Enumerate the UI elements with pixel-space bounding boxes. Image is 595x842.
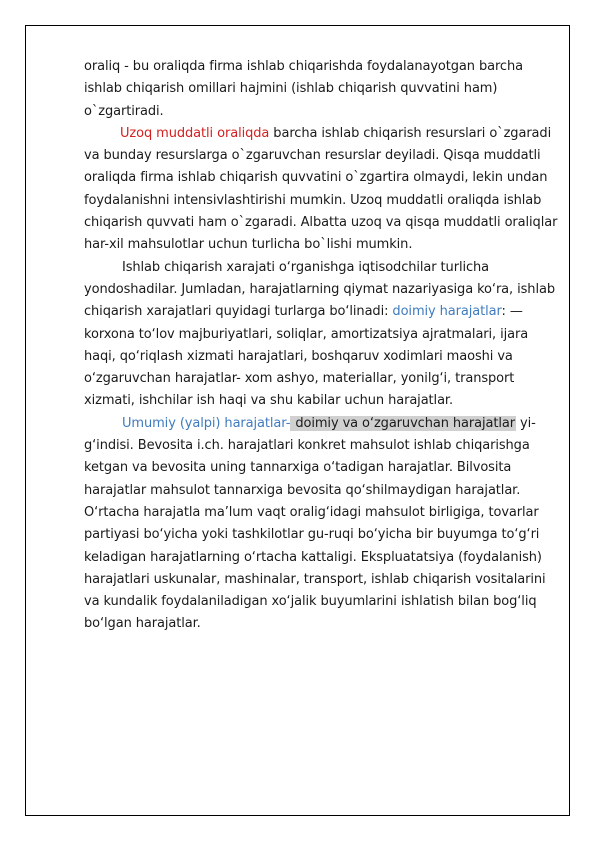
paragraph-2-text: barcha ishlab chiqarish resurslari o`zgaradi va bunday resurslarga o`zgaruvchan resurslar deyiladi. Qisqa muddatli oraliqda firma ishlab chiqarish quvvatini o`zgartira olmaydi, lekin undan foydalanishni intensivlashtirishi mumkin. Uzoq muddatli oraliqda ishlab chiqarish quvvati ham o`zgaradi. Albatta uzoq va qisqa muddatli oraliqlar har-xil mahsulotlar uchun turlicha bo`lishi mumkin. (84, 125, 558, 253)
document-body (84, 56, 562, 636)
highlighted-phrase: doimiy va o‘zgaruvchan harajatlar (291, 415, 516, 431)
paragraph-4-text: yi-g‘indisi. Bevosita i.ch. harajatlari konkret mahsulot ishlab chiqarishga ketgan va bevosita uning tannarxiga o‘tadigan harajatlar. Bilvosita harajatlar mahsulot tannarxiga bevosita qo‘shilmaydigan harajatlar. O‘rtacha harajatla ma’lum vaqt oralig‘idagi mahsulot birligiga, tovarlar partiyasi bo‘yicha yoki tashkilotlar gu-ruqi bo‘yicha bir buyumga to‘g‘ri keladigan harajatlarning o‘rtacha kattaligi. Ekspluatatsiya (foydalanish) harajatlari uskunalar, mashinalar, transport, ishlab chiqarish vositalarini va kundalik foydalaniladigan xo‘jalik buyumlarini ishlatish bilan bog‘liq bo‘lgan harajatlar. (84, 415, 546, 632)
paragraph-3-text: : — korxona to‘lov majburiyatlari, soliqlar, amortizatsiya ajratmalari, ijara haqi, qo‘riqlash xizmati harajatlari, boshqaruv xodimlari maoshi va o‘zgaruvchan harajatlar- xom ashyo, materiallar, yonilg‘i, transport xizmati, ishchilar ish haqi va shu kabilar uchun harajatlar. (84, 304, 529, 409)
paragraph-1 (84, 56, 562, 123)
paragraph-1-text: oraliq - bu oraliqda firma ishlab chiqarishda foydalanayotgan barcha ishlab chiqarish omillari hajmini (ishlab chiqarish quvvatini ham) o`zgartiradi. (84, 59, 523, 119)
paragraph-2 (84, 123, 562, 257)
term-fixed-costs: doimiy harajatlar (392, 304, 502, 320)
term-long-run: Uzoq muddatli oraliqda (120, 125, 270, 141)
paragraph-3 (84, 257, 562, 413)
paragraph-3-intro: Ishlab chiqarish xarajati o‘rganishga iqtisodchilar turlicha yondoshadilar. Jumladan, harajatlarning qiymat nazariyasiga ko‘ra, ishlab chiqarish xarajatlari quyidagi turlarga bo‘linadi: (84, 259, 555, 320)
term-total-costs: Umumiy (yalpi) harajatlar- (122, 415, 291, 431)
paragraph-4 (84, 413, 562, 636)
